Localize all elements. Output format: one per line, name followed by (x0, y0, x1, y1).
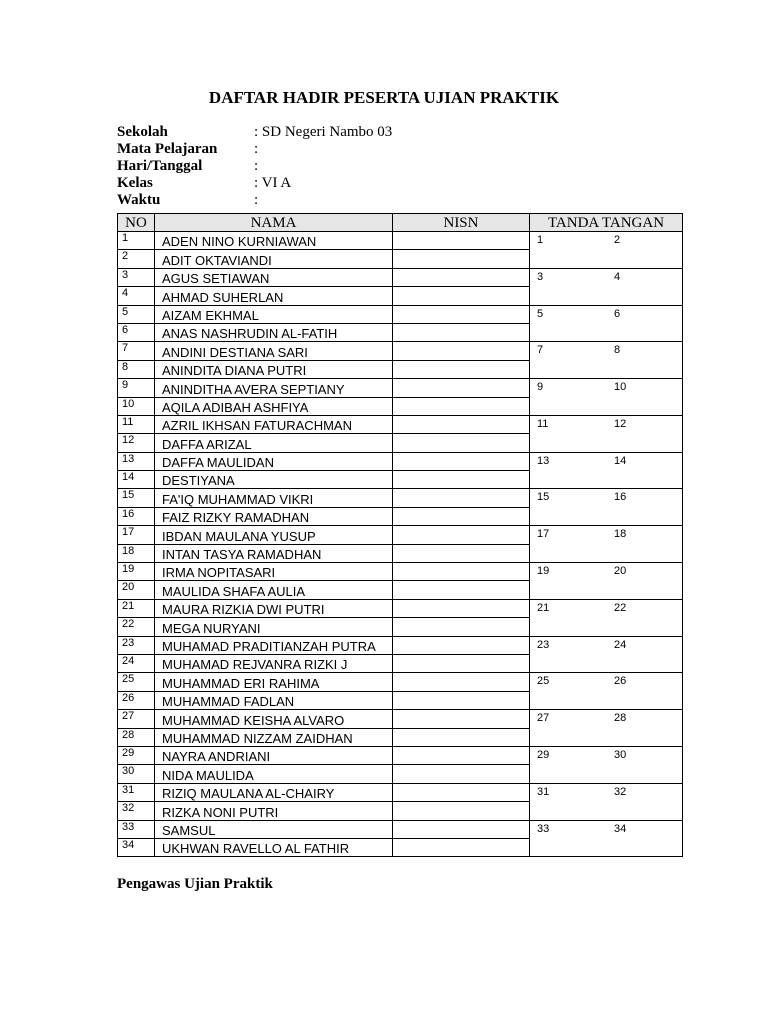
info-row-mata-pelajaran (117, 141, 617, 158)
signature-cell[interactable] (530, 489, 683, 526)
student-name: DESTIYANA (155, 471, 393, 489)
info-value: : (254, 158, 259, 174)
student-name: ANAS NASHRUDIN AL-FATIH (155, 323, 393, 341)
signature-number: 13 (537, 454, 550, 467)
student-name: AZRIL IKHSAN FATURACHMAN (155, 415, 393, 433)
signature-cell[interactable] (530, 599, 683, 636)
nisn-cell (393, 710, 530, 728)
row-number: 27 (118, 710, 155, 728)
table-row (118, 599, 683, 617)
signature-number: 22 (614, 601, 627, 614)
student-name: MUHAMMAD FADLAN (155, 691, 393, 709)
nisn-cell (393, 765, 530, 783)
nisn-cell (393, 232, 530, 250)
signature-number: 25 (537, 675, 550, 688)
row-number: 1 (118, 232, 155, 250)
nisn-cell (393, 379, 530, 397)
signature-number: 5 (537, 307, 544, 320)
table-row (118, 710, 683, 728)
student-name: MUHAMAD PRADITIANZAH PUTRA (155, 636, 393, 654)
attendance-table (117, 213, 683, 857)
info-label: Waktu (117, 192, 161, 208)
signature-number: 21 (537, 601, 550, 614)
row-number: 6 (118, 323, 155, 341)
info-row-hari-tanggal (117, 158, 617, 175)
nisn-cell (393, 544, 530, 562)
nisn-cell (393, 415, 530, 433)
table-row (118, 415, 683, 433)
table-row (118, 452, 683, 470)
nisn-cell (393, 305, 530, 323)
signature-number: 9 (537, 381, 544, 394)
table-row (118, 673, 683, 691)
signature-number: 14 (614, 454, 627, 467)
signature-number: 34 (614, 822, 627, 835)
student-name: AHMAD SUHERLAN (155, 287, 393, 305)
row-number: 7 (118, 342, 155, 360)
row-number: 5 (118, 305, 155, 323)
signature-number: 1 (537, 234, 544, 246)
nisn-cell (393, 581, 530, 599)
row-number: 22 (118, 618, 155, 636)
row-number: 12 (118, 434, 155, 452)
header-tanda-tangan: TANDA TANGAN (530, 214, 683, 232)
table-row (118, 526, 683, 544)
row-number: 31 (118, 783, 155, 801)
student-name: ADIT OKTAVIANDI (155, 250, 393, 268)
signature-number: 29 (537, 748, 550, 761)
header-nisn: NISN (393, 214, 530, 232)
signature-number: 3 (537, 270, 544, 283)
info-label: Kelas (117, 175, 153, 191)
row-number: 11 (118, 415, 155, 433)
table-row (118, 305, 683, 323)
nisn-cell (393, 342, 530, 360)
nisn-cell (393, 618, 530, 636)
table-header-row (118, 214, 683, 232)
header-nama: NAMA (155, 214, 393, 232)
signature-cell[interactable] (530, 563, 683, 600)
student-name: MUHAMMAD NIZZAM ZAIDHAN (155, 728, 393, 746)
info-label: Mata Pelajaran (117, 141, 218, 157)
nisn-cell (393, 397, 530, 415)
signature-number: 2 (614, 234, 621, 246)
info-row-waktu (117, 192, 617, 209)
nisn-cell (393, 526, 530, 544)
student-name: UKHWAN RAVELLO AL FATHIR (155, 838, 393, 856)
nisn-cell (393, 360, 530, 378)
signature-number: 33 (537, 822, 550, 835)
nisn-cell (393, 471, 530, 489)
nisn-cell (393, 563, 530, 581)
info-value: : (254, 192, 259, 208)
nisn-cell (393, 434, 530, 452)
student-name: ANINDITHA AVERA SEPTIANY (155, 379, 393, 397)
signature-number: 7 (537, 344, 544, 357)
student-name: ANINDITA DIANA PUTRI (155, 360, 393, 378)
row-number: 18 (118, 544, 155, 562)
nisn-cell (393, 802, 530, 820)
student-name: IBDAN MAULANA YUSUP (155, 526, 393, 544)
student-name: MAULIDA SHAFA AULIA (155, 581, 393, 599)
student-name: DAFFA MAULIDAN (155, 452, 393, 470)
nisn-cell (393, 452, 530, 470)
row-number: 26 (118, 691, 155, 709)
row-number: 8 (118, 360, 155, 378)
signature-number: 31 (537, 785, 550, 798)
nisn-cell (393, 691, 530, 709)
row-number: 25 (118, 673, 155, 691)
table-row (118, 232, 683, 250)
row-number: 19 (118, 563, 155, 581)
signature-number: 17 (537, 528, 550, 541)
info-row-sekolah (117, 124, 617, 141)
table-row (118, 820, 683, 838)
header-no: NO (118, 214, 155, 232)
signature-number: 32 (614, 785, 627, 798)
nisn-cell (393, 268, 530, 286)
student-name: MAURA RIZKIA DWI PUTRI (155, 599, 393, 617)
signature-cell[interactable] (530, 452, 683, 489)
signature-cell[interactable] (530, 746, 683, 783)
row-number: 2 (118, 250, 155, 268)
nisn-cell (393, 636, 530, 654)
student-name: NIDA MAULIDA (155, 765, 393, 783)
signature-cell[interactable] (530, 673, 683, 710)
nisn-cell (393, 323, 530, 341)
row-number: 30 (118, 765, 155, 783)
info-value: : SD Negeri Nambo 03 (254, 124, 393, 140)
signature-number: 18 (614, 528, 627, 541)
info-value: : VI A (254, 175, 292, 191)
student-name: RIZKA NONI PUTRI (155, 802, 393, 820)
row-number: 20 (118, 581, 155, 599)
row-number: 23 (118, 636, 155, 654)
row-number: 17 (118, 526, 155, 544)
row-number: 28 (118, 728, 155, 746)
table-row (118, 342, 683, 360)
nisn-cell (393, 746, 530, 764)
nisn-cell (393, 838, 530, 856)
signature-cell[interactable] (530, 342, 683, 379)
signature-cell[interactable] (530, 379, 683, 416)
signature-number: 4 (614, 270, 621, 283)
signature-number: 28 (614, 712, 627, 725)
nisn-cell (393, 820, 530, 838)
signature-cell[interactable] (530, 305, 683, 342)
row-number: 24 (118, 654, 155, 672)
student-name: ANDINI DESTIANA SARI (155, 342, 393, 360)
table-row (118, 563, 683, 581)
page-title: DAFTAR HADIR PESERTA UJIAN PRAKTIK (208, 88, 560, 107)
nisn-cell (393, 673, 530, 691)
row-number: 4 (118, 287, 155, 305)
student-name: RIZIQ MAULANA AL-CHAIRY (155, 783, 393, 801)
student-name: AQILA ADIBAH ASHFIYA (155, 397, 393, 415)
table-row (118, 379, 683, 397)
student-name: ADEN NINO KURNIAWAN (155, 232, 393, 250)
signature-cell[interactable] (530, 820, 683, 857)
info-label: Hari/Tanggal (117, 158, 203, 174)
signature-number: 30 (614, 748, 627, 761)
signature-number: 20 (614, 565, 627, 578)
table-row (118, 746, 683, 764)
signature-number: 8 (614, 344, 621, 357)
info-block (117, 124, 617, 209)
student-name: MUHAMMAD ERI RAHIMA (155, 673, 393, 691)
student-name: MUHAMMAD KEISHA ALVARO (155, 710, 393, 728)
signature-number: 12 (614, 417, 627, 430)
row-number: 10 (118, 397, 155, 415)
row-number: 16 (118, 507, 155, 525)
nisn-cell (393, 507, 530, 525)
signature-number: 26 (614, 675, 627, 688)
student-name: SAMSUL (155, 820, 393, 838)
signature-cell[interactable] (530, 636, 683, 673)
footer-supervisor-label: Pengawas Ujian Praktik (117, 876, 273, 892)
student-name: AGUS SETIAWAN (155, 268, 393, 286)
nisn-cell (393, 250, 530, 268)
signature-number: 11 (537, 417, 549, 430)
signature-number: 6 (614, 307, 621, 320)
row-number: 9 (118, 379, 155, 397)
student-name: FA'IQ MUHAMMAD VIKRI (155, 489, 393, 507)
row-number: 34 (118, 838, 155, 856)
info-label: Sekolah (117, 124, 168, 140)
row-number: 33 (118, 820, 155, 838)
table-row (118, 489, 683, 507)
nisn-cell (393, 489, 530, 507)
student-name: AIZAM EKHMAL (155, 305, 393, 323)
row-number: 13 (118, 452, 155, 470)
signature-number: 24 (614, 638, 627, 651)
student-name: INTAN TASYA RAMADHAN (155, 544, 393, 562)
signature-number: 10 (614, 381, 627, 394)
nisn-cell (393, 728, 530, 746)
signature-number: 15 (537, 491, 550, 504)
signature-cell[interactable] (530, 526, 683, 563)
signature-cell[interactable] (530, 710, 683, 747)
row-number: 21 (118, 599, 155, 617)
nisn-cell (393, 654, 530, 672)
student-name: NAYRA ANDRIANI (155, 746, 393, 764)
nisn-cell (393, 783, 530, 801)
signature-number: 19 (537, 565, 550, 578)
nisn-cell (393, 287, 530, 305)
table-row (118, 268, 683, 286)
signature-number: 23 (537, 638, 550, 651)
student-name: IRMA NOPITASARI (155, 563, 393, 581)
row-number: 3 (118, 268, 155, 286)
info-value: : (254, 141, 259, 157)
student-name: FAIZ RIZKY RAMADHAN (155, 507, 393, 525)
signature-cell[interactable] (530, 415, 683, 452)
row-number: 29 (118, 746, 155, 764)
signature-cell[interactable] (530, 268, 683, 305)
student-name: DAFFA ARIZAL (155, 434, 393, 452)
attendance-body (118, 232, 683, 857)
signature-number: 27 (537, 712, 550, 725)
row-number: 14 (118, 471, 155, 489)
signature-cell[interactable] (530, 783, 683, 820)
table-row (118, 783, 683, 801)
nisn-cell (393, 599, 530, 617)
signature-number: 16 (614, 491, 627, 504)
signature-cell[interactable] (530, 232, 683, 269)
student-name: MEGA NURYANI (155, 618, 393, 636)
table-row (118, 636, 683, 654)
row-number: 32 (118, 802, 155, 820)
row-number: 15 (118, 489, 155, 507)
info-row-kelas (117, 175, 617, 192)
student-name: MUHAMAD REJVANRA RIZKI J (155, 654, 393, 672)
